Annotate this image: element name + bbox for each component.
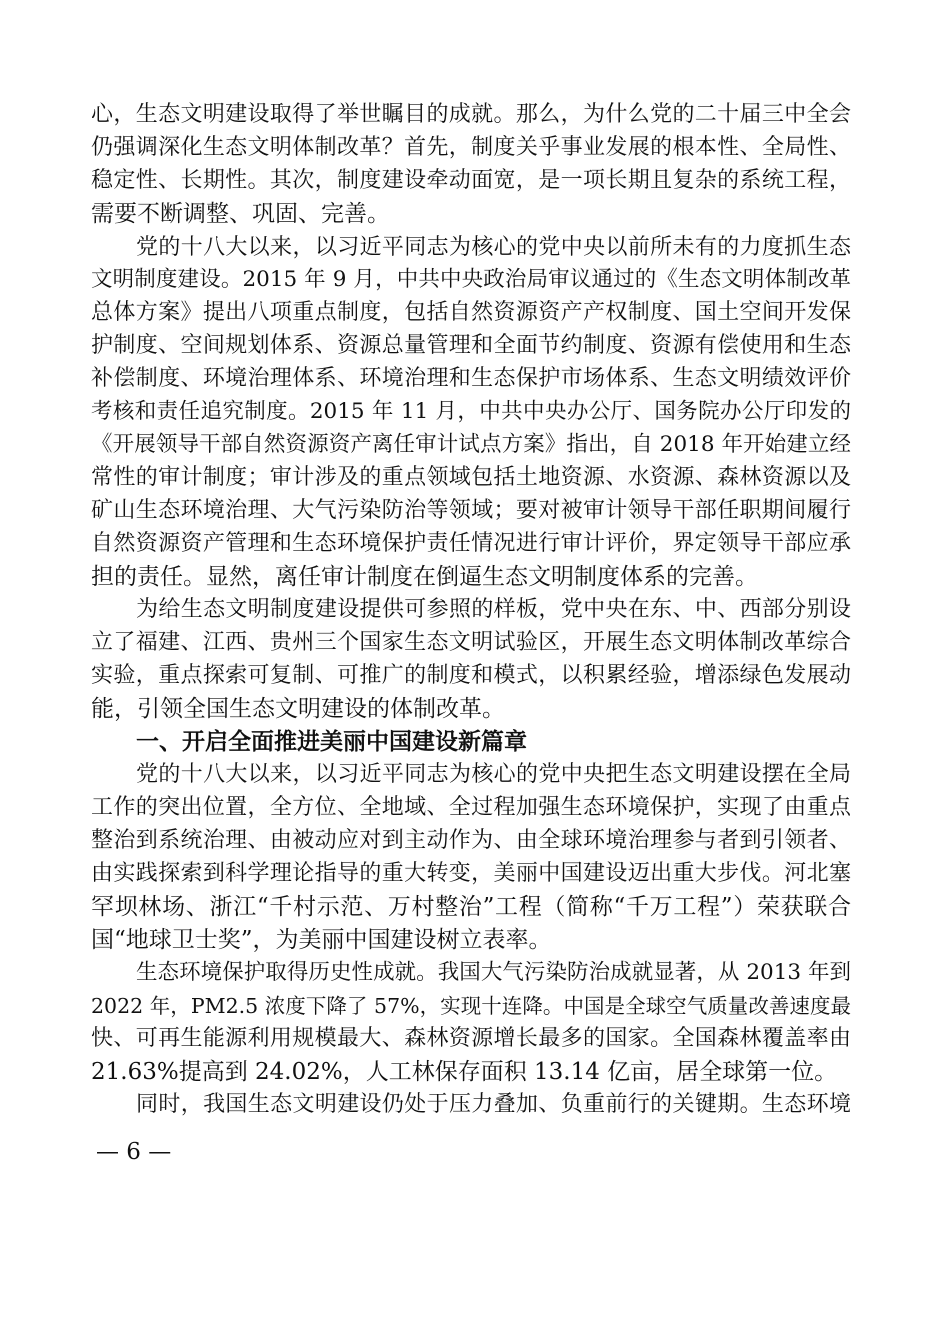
paragraph-line: 立了福建、江西、贵州三个国家生态文明试验区，开展生态文明体制改革综合 — [91, 630, 851, 655]
paragraph-line: 护制度、空间规划体系、资源总量管理和全面节约制度、资源有偿使用和生态 — [91, 333, 851, 358]
paragraph-line: 工作的突出位置，全方位、全地域、全过程加强生态环境保护，实现了由重点 — [91, 795, 851, 820]
paragraph-line: 罕坝林场、浙江“千村示范、万村整治”工程（简称“千万工程”）荣获联合 — [91, 894, 851, 920]
section-heading: 一、开启全面推进美丽中国建设新篇章 — [136, 729, 527, 755]
paragraph-line: 仍强调深化生态文明体制改革？首先，制度关乎事业发展的根本性、全局性、 — [91, 135, 851, 160]
paragraph-line: 考核和责任追究制度。2015 年 11 月，中共中央办公厅、国务院办公厅印发的 — [91, 399, 851, 424]
paragraph-line: 党的十八大以来，以习近平同志为核心的党中央把生态文明建设摆在全局 — [136, 762, 851, 787]
paragraph-line: 为给生态文明制度建设提供可参照的样板，党中央在东、中、西部分别设 — [136, 597, 851, 622]
paragraph-line: 2022 年，PM2.5 浓度下降了 57%，实现十连降。中国是全球空气质量改善速度最 — [91, 994, 851, 1018]
paragraph-line: 能，引领全国生态文明建设的体制改革。 — [91, 696, 505, 722]
paragraph-line: 文明制度建设。2015 年 9 月，中共中央政治局审议通过的《生态文明体制改革 — [91, 267, 851, 292]
paragraph-line: 同时，我国生态文明建设仍处于压力叠加、负重前行的关键期。生态环境 — [136, 1092, 851, 1117]
paragraph-line: 整治到系统治理、由被动应对到主动作为、由全球环境治理参与者到引领者、 — [91, 828, 851, 853]
paragraph-line: 实验，重点探索可复制、可推广的制度和模式，以积累经验，增添绿色发展动 — [91, 663, 851, 688]
paragraph-line: 心，生态文明建设取得了举世瞩目的成就。那么，为什么党的二十届三中全会 — [91, 102, 851, 127]
paragraph-line: 稳定性、长期性。其次，制度建设牵动面宽，是一项长期且复杂的系统工程， — [91, 168, 851, 193]
page-number: — 6 — — [96, 1139, 172, 1165]
paragraph-line: 需要不断调整、巩固、完善。 — [91, 201, 390, 227]
paragraph-line: 《开展领导干部自然资源资产离任审计试点方案》指出，自 2018 年开始建立经 — [91, 432, 851, 457]
paragraph-line: 国“地球卫士奖”，为美丽中国建设树立表率。 — [91, 927, 552, 953]
paragraph-line: 21.63%提高到 24.02%，人工林保存面积 13.14 亿亩，居全球第一位。 — [91, 1059, 838, 1085]
paragraph-line: 生态环境保护取得历史性成就。我国大气污染防治成就显著，从 2013 年到 — [136, 960, 851, 985]
paragraph-line: 常性的审计制度；审计涉及的重点领域包括土地资源、水资源、森林资源以及 — [91, 465, 851, 490]
paragraph-line: 矿山生态环境治理、大气污染防治等领域；要对被审计领导干部任职期间履行 — [91, 498, 851, 523]
paragraph-line: 快、可再生能源利用规模最大、森林资源增长最多的国家。全国森林覆盖率由 — [91, 1026, 851, 1051]
paragraph-line: 总体方案》提出八项重点制度，包括自然资源资产产权制度、国土空间开发保 — [91, 300, 851, 325]
paragraph-line: 由实践探索到科学理论指导的重大转变，美丽中国建设迈出重大步伐。河北塞 — [91, 861, 851, 886]
paragraph-line: 党的十八大以来，以习近平同志为核心的党中央以前所未有的力度抓生态 — [136, 235, 851, 260]
paragraph-line: 补偿制度、环境治理体系、环境治理和生态保护市场体系、生态文明绩效评价 — [91, 366, 851, 391]
paragraph-line: 担的责任。显然，离任审计制度在倒逼生态文明制度体系的完善。 — [91, 564, 758, 590]
paragraph-line: 自然资源资产管理和生态环境保护责任情况进行审计评价，界定领导干部应承 — [91, 531, 851, 556]
